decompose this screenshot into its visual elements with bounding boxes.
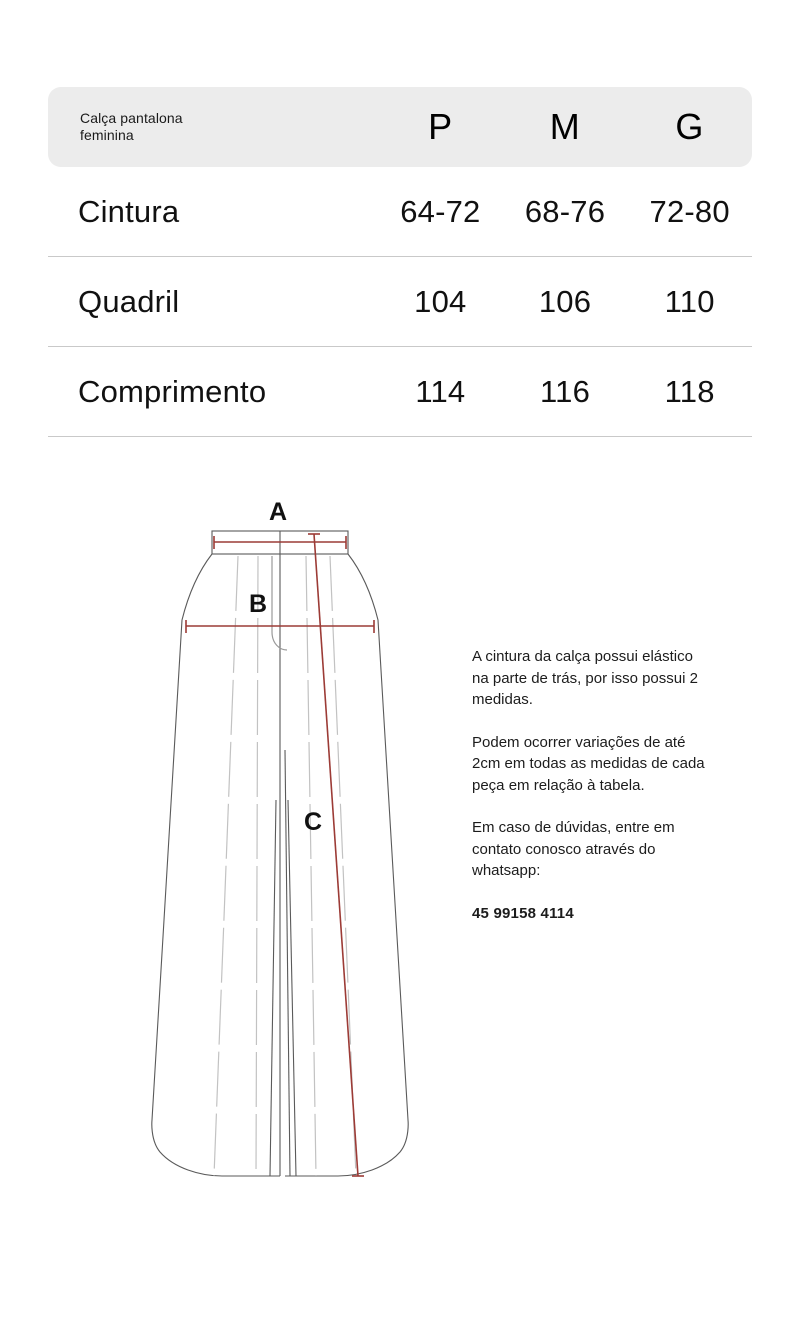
note-elastic-waist: A cintura da calça possui elástico na parte de trás, por isso possui 2 medidas.: [472, 648, 698, 708]
measure-line-length: [308, 534, 364, 1176]
table-row: [48, 167, 752, 257]
cintura-value-p: 64-72: [400, 193, 481, 229]
quadril-value-m: 106: [538, 283, 592, 319]
measurement-label-cintura: Cintura: [78, 193, 180, 229]
size-column-header-m: M: [549, 106, 581, 147]
measure-label-b: B: [248, 590, 268, 618]
measurement-label-comprimento: Comprimento: [78, 373, 267, 409]
pants-technical-drawing: [130, 500, 440, 1215]
table-row: [48, 257, 752, 347]
note-contact: Em caso de dúvidas, entre em contato conosco através do whatsapp:: [472, 819, 675, 879]
table-row: [48, 347, 752, 437]
comprimento-value-m: 116: [539, 373, 591, 409]
quadril-value-p: 104: [414, 283, 467, 319]
size-table-header: [48, 87, 752, 167]
comprimento-value-g: 118: [664, 373, 715, 409]
pleat-lines-icon: [214, 556, 356, 1176]
cintura-value-g: 72-80: [649, 193, 730, 229]
leg-split-icon: [270, 800, 296, 1176]
cintura-value-m: 68-76: [524, 193, 606, 229]
measurement-label-quadril: Quadril: [78, 283, 180, 319]
size-table: [48, 87, 752, 437]
notes-panel: [472, 646, 712, 924]
garment-name-line-2: feminina: [80, 127, 134, 143]
quadril-value-g: 110: [664, 283, 715, 319]
measure-label-c: C: [303, 808, 323, 836]
comprimento-value-p: 114: [415, 373, 466, 409]
whatsapp-number[interactable]: 45 99158 4114: [472, 904, 574, 922]
pants-outline-icon: [152, 554, 408, 1176]
garment-name: [48, 110, 378, 144]
note-tolerance: Podem ocorrer variações de até 2cm em todas as medidas de cada peça em relação à tabela.: [472, 733, 705, 794]
size-column-header-g: G: [675, 106, 704, 147]
garment-name-line-1: Calça pantalona: [80, 110, 183, 126]
size-column-header-p: P: [428, 106, 453, 147]
measure-label-a: A: [268, 500, 288, 526]
